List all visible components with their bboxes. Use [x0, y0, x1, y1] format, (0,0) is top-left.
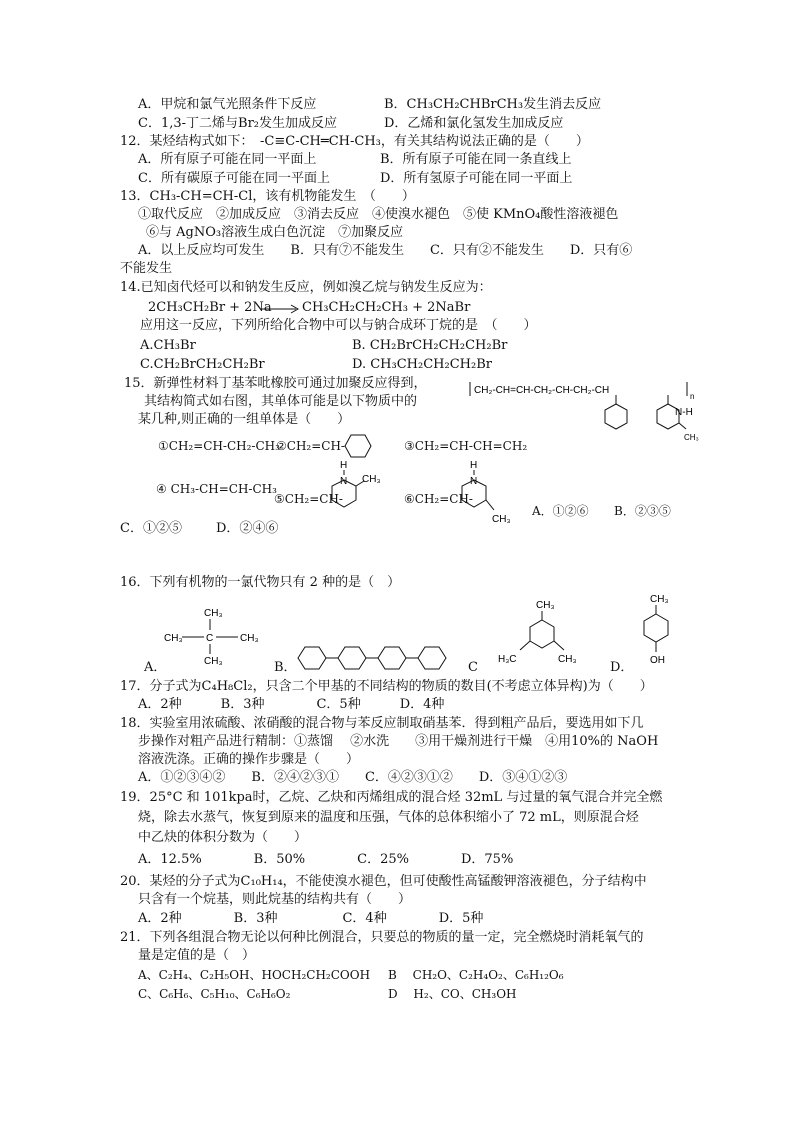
- q17-stem: 17．分子式为C₄H₈Cl₂，只含二个甲基的不同结构的物质的数目(不考虑立体异构)为（ ）: [120, 679, 653, 694]
- q19-line-2: 烧，除去水蒸气，恢复到原来的温度和压强，气体的总体积缩小了 72 mL，则原混合烃: [138, 810, 639, 825]
- mesitylene-structure: [492, 598, 592, 672]
- q14-option-c: C.CH₂BrCH₂CH₂Br: [140, 357, 265, 372]
- monomer-5: ⑤CH₂=CH-: [274, 492, 343, 506]
- q12-option-d: D．所有氢原子可能在同一平面上: [380, 171, 573, 186]
- polymer-chain-text: CH₂-CH=CH-CH₂-CH-CH₂-CH: [474, 385, 610, 396]
- svg-text:N: N: [470, 476, 478, 487]
- svg-text:CH₃: CH₃: [204, 656, 223, 667]
- q19-line-1: 19．25°C 和 101kpa时，乙烷、乙炔和丙烯组成的混合烃 32mL 与过量的氧气混合并完全燃: [120, 790, 663, 805]
- monomer-5-pyridine-ring: [328, 458, 386, 514]
- q13-reactions-1: ①取代反应 ②加成反应 ③消去反应 ④使溴水褪色 ⑤使 KMnO₄酸性溶液褪色: [138, 207, 619, 222]
- q11-option-c: C．1,3-丁二烯与Br₂发生加成反应: [138, 116, 337, 131]
- q15-option-a: A．①②⑥: [532, 504, 589, 518]
- q19-line-3: 中乙炔的体积分数为（ ）: [138, 830, 308, 845]
- monomer-6-pyridine-ring: [458, 458, 522, 528]
- polymer-ch3-text: CH₃: [684, 433, 699, 442]
- q21-line-2: 量是定值的是（ ）: [138, 948, 256, 963]
- q16-option-c: C: [468, 660, 478, 675]
- q21-option-d: D H₂、CO、CH₃OH: [388, 987, 517, 1001]
- q12-option-a: A．所有原子可能在同一平面上: [138, 152, 317, 167]
- svg-text:OH: OH: [650, 655, 665, 666]
- monomer-1: ①CH₂=CH-CH₂-CH₃: [158, 439, 280, 453]
- q12-option-b: B．所有原子可能在同一条直线上: [380, 152, 572, 167]
- svg-text:CH₃: CH₃: [558, 654, 577, 665]
- svg-text:CH₃: CH₃: [204, 608, 223, 619]
- q13-stem: 13．CH₃-CH=CH-Cl，该有机物能发生 （ ）: [120, 189, 415, 204]
- q16-option-a: A．: [144, 660, 167, 675]
- q15-line-2: 其结构简式如右图，其单体可能是以下物质中的: [144, 394, 418, 409]
- svg-text:CH₃: CH₃: [240, 633, 259, 644]
- q18-line-3: 溶液洗涤。正确的操作步骤是（ ）: [138, 752, 360, 767]
- svg-text:H: H: [340, 460, 348, 471]
- q20-options: A．2种 B．3种 C．4种 D．5种: [138, 911, 484, 926]
- svg-text:CH₃: CH₃: [362, 474, 381, 485]
- q15-option-d: D．②④⑥: [216, 521, 279, 536]
- svg-text:CH₃: CH₃: [650, 594, 669, 605]
- q15-option-c: C．①②⑤: [120, 521, 182, 536]
- svg-text:CH₃: CH₃: [536, 600, 555, 611]
- monomer-6: ⑥CH₂=CH-: [404, 492, 473, 506]
- q11-option-a: A．甲烷和氯气光照条件下反应: [138, 97, 317, 112]
- quaterphenyl-structure: [296, 640, 456, 676]
- monomer-3: ③CH₂=CH-CH=CH₂: [404, 439, 528, 453]
- q14-option-a: A.CH₃Br: [140, 338, 196, 353]
- q14-option-b: B. CH₂BrCH₂CH₂CH₂Br: [352, 338, 508, 353]
- q17-options: A．2种 B．3种 C．5种 D．4种: [138, 697, 445, 712]
- svg-text:H₃C: H₃C: [498, 654, 517, 665]
- q19-options: A．12.5% B．50% C．25% D．75%: [138, 852, 514, 867]
- q14-equation-left: 2CH₃CH₂Br + 2Na: [148, 300, 272, 315]
- monomer-4: ④ CH₃-CH=CH-CH₃: [156, 482, 277, 496]
- neopentane-structure: [160, 606, 260, 668]
- q11-option-d: D．乙烯和氯化氢发生加成反应: [384, 116, 564, 131]
- svg-text:N: N: [340, 476, 348, 487]
- p-cresol-structure: [628, 592, 688, 672]
- svg-text:C: C: [206, 633, 214, 644]
- q18-line-1: 18．实验室用浓硫酸、浓硝酸的混合物与苯反应制取硝基苯．得到粗产品后，要选用如下几: [120, 716, 644, 731]
- q21-option-c: C、C₆H₆、C₅H₁₀、C₆H₆O₂: [138, 987, 291, 1001]
- q13-reactions-2: ⑥与 AgNO₃溶液生成白色沉淀 ⑦加聚反应: [146, 225, 404, 240]
- polymer-nh-text: N-H: [675, 407, 693, 418]
- q21-option-b: B CH₂O、C₂H₄O₂、C₆H₁₂O₆: [388, 968, 564, 982]
- q16-stem: 16．下列有机物的一氯代物只有 2 种的是（ ）: [120, 575, 401, 590]
- q13-answers: A．以上反应均可发生 B．只有⑦不能发生 C．只有②不能发生 D．只有⑥: [138, 243, 633, 258]
- q18-line-2: 步操作对粗产品进行精制：①蒸馏 ②水洗 ③用干燥剂进行干燥 ④用10%的 NaOH: [138, 734, 659, 749]
- q15-line-1: 15．新弹性材料丁基苯吡橡胶可通过加聚反应得到，: [124, 376, 427, 391]
- q15-option-b: B．②③⑤: [614, 504, 671, 518]
- polymer-n-label: n: [690, 392, 695, 401]
- q11-option-b: B．CH₃CH₂CHBrCH₃发生消去反应: [384, 97, 602, 112]
- q16-option-b: B．: [274, 660, 297, 675]
- q14-equation-right: CH₃CH₂CH₂CH₃ + 2NaBr: [302, 300, 471, 315]
- svg-text:CH₃: CH₃: [164, 633, 183, 644]
- q20-line-2: 只含有一个烷基，则此烷基的结构共有（ ）: [138, 892, 412, 907]
- benzene-ring-icon: [342, 432, 374, 460]
- q14-question: 应用这一反应，下列所给化合物中可以与钠合成环丁烷的是 （ ）: [140, 318, 537, 333]
- q13-answers-tail: 不能发生: [120, 261, 173, 276]
- svg-text:CH₃: CH₃: [492, 514, 511, 525]
- q15-line-3: 某几种,则正确的一组单体是（ ）: [138, 412, 351, 427]
- svg-text:H: H: [470, 460, 478, 471]
- monomer-2: ②CH₂=CH-: [276, 439, 345, 453]
- q20-line-1: 20．某烃的分子式为C₁₀H₁₄，不能使溴水褪色，但可使酸性高锰酸钾溶液褪色，分子结构中: [120, 874, 647, 889]
- q12-stem: 12．某烃结构式如下： -C≡C-CH═CH-CH₃，有关其结构说法正确的是（ ）: [120, 134, 589, 149]
- q21-option-a: A、C₂H₄、C₂H₅OH、HOCH₂CH₂COOH: [138, 968, 371, 982]
- reaction-arrow-icon: [262, 304, 300, 314]
- q16-option-d: D．: [610, 660, 634, 675]
- q18-options: A．①②③④② B．②④②③① C．④②③①② D．③④①②③: [138, 770, 568, 785]
- q14-option-d: D. CH₃CH₂CH₂CH₂Br: [352, 357, 492, 372]
- q21-line-1: 21．下列各组混合物无论以何种比例混合，只要总的物质的量一定，完全燃烧时消耗氧气的: [120, 930, 644, 945]
- q12-option-c: C．所有碳原子可能在同一平面上: [138, 171, 330, 186]
- q14-stem: 14.已知卤代烃可以和钠发生反应，例如溴乙烷与钠发生反应为：: [120, 280, 492, 295]
